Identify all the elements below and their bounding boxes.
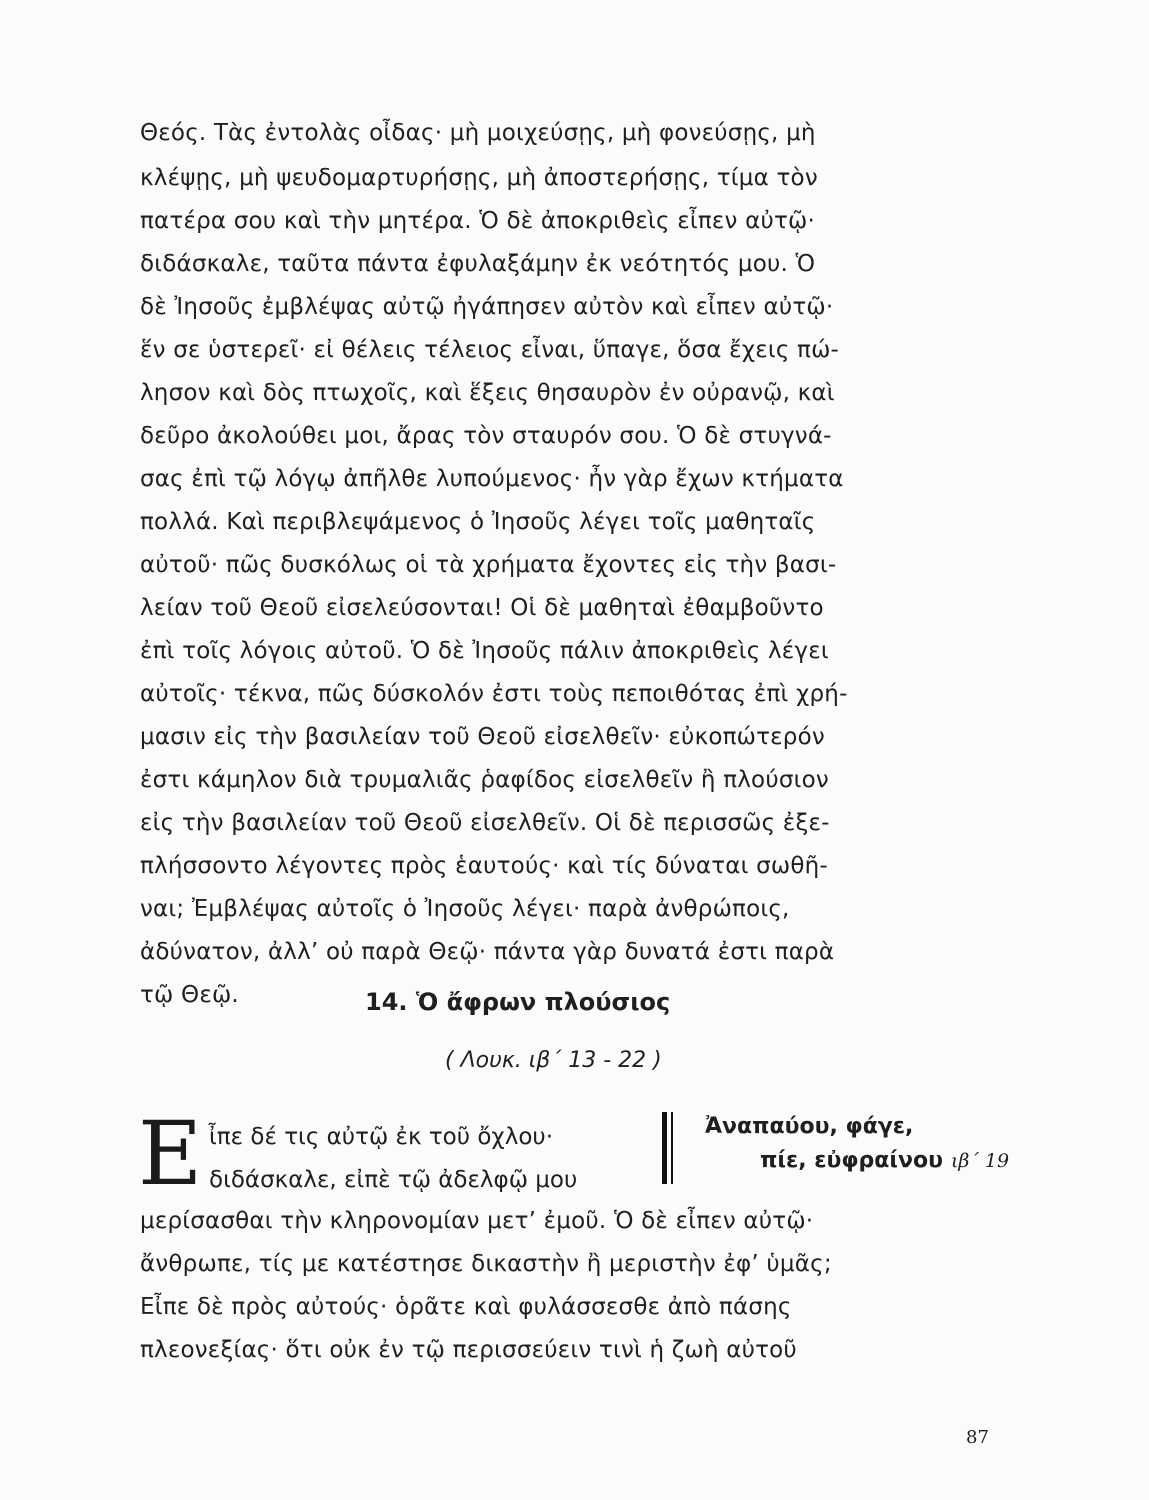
text-line-16-text: ἐστι κάμηλον διὰ τρυμαλιᾶς ῥαφίδος εἰσελθεῖν ἢ πλούσιον [140,767,829,793]
text-line-9 [140,466,990,492]
after-intro-line-3 [140,1294,990,1320]
text-line-18-text: πλήσσοντο λέγοντες πρὸς ἑαυτούς· καὶ τίς δύναται σωθῆ- [140,853,828,879]
text-line-3-text: πατέρα σου καὶ τὴν μητέρα. Ὁ δὲ ἀποκριθεὶς εἶπεν αὐτῷ· [140,208,815,234]
text-line-5-text: δὲ Ἰησοῦς ἐμβλέψας αὐτῷ ἠγάπησεν αὐτὸν καὶ εἶπεν αὐτῷ· [140,294,834,320]
text-line-19-text: ναι; Ἐμβλέψας αὐτοῖς ὁ Ἰησοῦς λέγει· παρὰ ἀνθρώποις, [140,896,790,922]
intro-line-2: διδάσκαλε, εἰπὲ τῷ ἀδελφῷ μου [209,1167,578,1193]
text-line-4-text: διδάσκαλε, ταῦτα πάντα ἐφυλαξάμην ἐκ νεότητός μου. Ὁ [140,251,816,277]
text-line-20-text: ἀδύνατον, ἀλλ’ οὐ παρὰ Θεῷ· πάντα γὰρ δυνατά ἐστι παρὰ [140,939,835,965]
text-line-10 [140,509,990,535]
after-intro-line-4 [140,1337,990,1363]
sidebar-quote-line-2-text: πίε, εὐφραίνου [760,1148,943,1173]
text-line-7 [140,380,990,406]
dropcap-letter: E [138,1102,203,1205]
text-line-21-text: τῷ Θεῷ. [140,982,239,1008]
text-line-11-text: αὐτοῦ· πῶς δυσκόλως οἱ τὰ χρήματα ἔχοντες εἰς τὴν βασι- [140,552,837,578]
text-line-5 [140,294,990,320]
after-intro-line-1 [140,1208,990,1234]
text-line-12 [140,595,990,621]
intro-line-1: ἶπε δέ τις αὐτῷ ἐκ τοῦ ὄχλου· [209,1124,554,1150]
text-line-8-text: δεῦρο ἀκολούθει μοι, ἄρας τὸν σταυρόν σου. Ὁ δὲ στυγνά- [140,423,832,449]
section-number: 14. [365,988,408,1016]
text-line-14-text: αὐτοῖς· τέκνα, πῶς δύσκολόν ἐστι τοὺς πεποιθότας ἐπὶ χρή- [140,681,848,707]
text-line-13 [140,638,990,664]
text-line-17 [140,810,990,836]
section-heading [365,988,670,1016]
section-title-text: Ὁ ἄφρων πλούσιος [415,988,671,1016]
sidebar-divider-thick [662,1112,667,1184]
after-intro-line-2-text: ἄνθρωπε, τίς με κατέστησε δικαστὴν ἢ μεριστὴν ἐφ’ ὑμᾶς; [140,1251,832,1277]
after-intro-line-3-text: Εἶπε δὲ πρὸς αὐτούς· ὁρᾶτε καὶ φυλάσσεσθε ἀπὸ πάσης [140,1294,792,1320]
text-line-6 [140,337,990,363]
sidebar-quote-line-1: Ἀναπαύου, φάγε, [705,1114,914,1139]
sidebar-quote-line-2 [760,1148,1045,1173]
text-line-8 [140,423,990,449]
after-intro-line-1-text: μερίσασθαι τὴν κληρονομίαν μετ’ ἐμοῦ. Ὁ δὲ εἶπεν αὐτῷ· [140,1208,814,1234]
page-number: 87 [966,1427,989,1448]
section-reference: ( Λουκ. ιβ΄ 13 - 22 ) [445,1048,662,1073]
text-line-18 [140,853,990,879]
text-line-15 [140,724,990,750]
text-line-16 [140,767,990,793]
text-line-3 [140,208,990,234]
text-line-9-text: σας ἐπὶ τῷ λόγῳ ἀπῆλθε λυπούμενος· ἦν γὰρ ἔχων κτήματα [140,466,844,492]
text-line-17-text: εἰς τὴν βασιλείαν τοῦ Θεοῦ εἰσελθεῖν. Οἱ δὲ περισσῶς ἐξε- [140,810,830,836]
text-line-14 [140,681,990,707]
after-intro-line-4-text: πλεονεξίας· ὅτι οὐκ ἐν τῷ περισσεύειν τινὶ ἡ ζωὴ αὐτοῦ [140,1337,797,1363]
text-line-13-text: ἐπὶ τοῖς λόγοις αὐτοῦ. Ὁ δὲ Ἰησοῦς πάλιν ἀποκριθεὶς λέγει [140,638,829,664]
text-line-1-text: Θεός. Τὰς ἐντολὰς οἶδας· μὴ μοιχεύσῃς, μὴ φονεύσῃς, μὴ [140,120,816,146]
sidebar-reference: ιβ΄ 19 [950,1150,1010,1172]
text-line-1 [140,120,990,146]
text-line-7-text: λησον καὶ δὸς πτωχοῖς, καὶ ἕξεις θησαυρὸν ἐν οὐρανῷ, καὶ [140,380,835,406]
text-line-6-text: ἕν σε ὑστερεῖ· εἰ θέλεις τέλειος εἶναι, ὕπαγε, ὅσα ἔχεις πώ- [140,337,840,363]
after-intro-line-2 [140,1251,990,1277]
text-line-15-text: μασιν εἰς τὴν βασιλείαν τοῦ Θεοῦ εἰσελθεῖν· εὐκοπώτερόν [140,724,825,750]
text-line-20 [140,939,990,965]
text-line-10-text: πολλά. Καὶ περιβλεψάμενος ὁ Ἰησοῦς λέγει τοῖς μαθηταῖς [140,509,816,535]
text-line-2 [140,165,990,191]
sidebar-divider-thin [671,1112,673,1184]
text-line-4 [140,251,990,277]
text-line-11 [140,552,990,578]
text-line-12-text: λείαν τοῦ Θεοῦ εἰσελεύσονται! Οἱ δὲ μαθηταὶ ἐθαμβοῦντο [140,595,824,621]
text-line-2-text: κλέψῃς, μὴ ψευδομαρτυρήσῃς, μὴ ἀποστερήσῃς, τίμα τὸν [140,165,818,191]
text-line-19 [140,896,990,922]
